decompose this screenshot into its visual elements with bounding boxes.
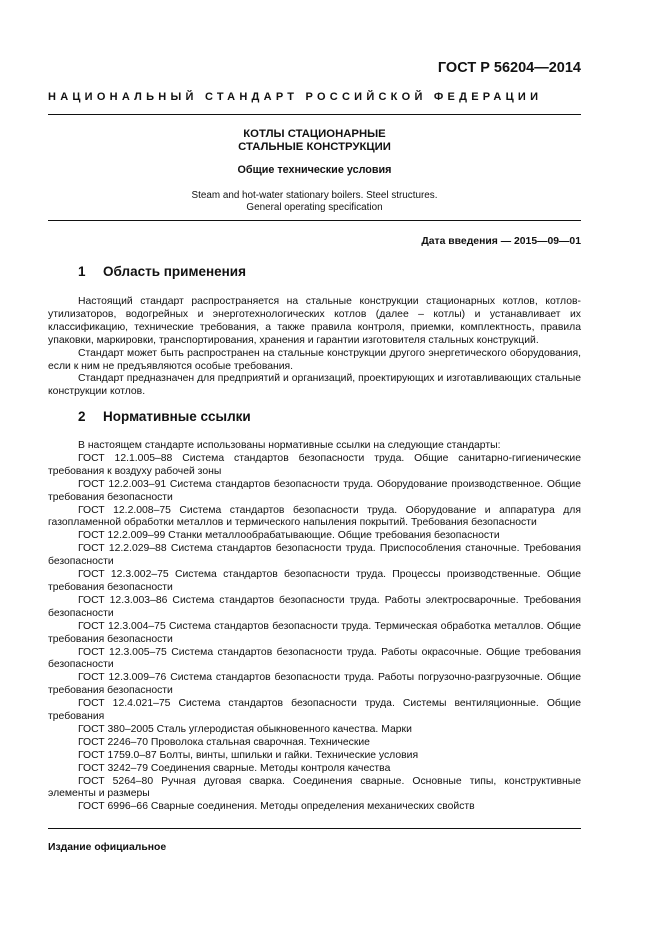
gost-number: ГОСТ Р 56204—2014 [437, 60, 581, 76]
reference-item: ГОСТ 6996–66 Сварные соединения. Методы определения механических свойств [78, 801, 475, 813]
references-intro: В настоящем стандарте использованы нормативные ссылки на следующие стандарты: [78, 440, 501, 451]
document-subtitle: Общие технические условия [237, 164, 392, 176]
section-1-number: 1 [78, 264, 86, 279]
normative-references-list [48, 440, 581, 814]
introduction-date: Дата введения — 2015—09—01 [421, 236, 581, 247]
reference-item: ГОСТ 12.1.005–88 Система стандартов безопасности труда. Общие санитарно-гигиенические требования к воздуху рабочей зоны [48, 452, 581, 477]
reference-item: ГОСТ 12.2.003–91 Система стандартов безопасности труда. Оборудование производственное. Общие требования безопасности [48, 478, 581, 503]
reference-item: ГОСТ 12.4.021–75 Система стандартов безопасности труда. Системы вентиляционные. Общие требования [48, 698, 581, 723]
title-line-1: КОТЛЫ СТАЦИОНАРНЫЕ [243, 128, 386, 140]
reference-item: ГОСТ 2246–70 Проволока стальная сварочная. Технические [78, 736, 370, 748]
reference-item: ГОСТ 12.3.003–86 Система стандартов безопасности труда. Работы электросварочные. Требования безопасности [48, 594, 581, 619]
title-rule [48, 220, 581, 221]
reference-item: ГОСТ 1759.0–87 Болты, винты, шпильки и гайки. Технические условия [78, 749, 419, 761]
title-line-2: СТАЛЬНЫЕ КОНСТРУКЦИИ [238, 141, 391, 153]
reference-item: ГОСТ 12.3.009–76 Система стандартов безопасности труда. Работы погрузочно-разгрузочные. Общие требования безопасности [48, 672, 581, 697]
reference-item: ГОСТ 3242–79 Соединения сварные. Методы контроля качества [78, 762, 391, 774]
title-block [48, 128, 581, 214]
section-1-title: Область применения [103, 264, 246, 279]
section-1-heading [78, 266, 246, 279]
english-title-line-2: General operating specification [246, 201, 383, 213]
section-1-paragraph: Стандарт предназначен для предприятий и организаций, проектирующих и изготавливающих стальные конструкции котлов. [48, 373, 581, 398]
national-standard-heading: НАЦИОНАЛЬНЫЙ СТАНДАРТ РОССИЙСКОЙ ФЕДЕРАЦИИ [48, 91, 543, 103]
reference-item: ГОСТ 12.2.008–75 Система стандартов безопасности труда. Оборудование и аппаратура для газопламенной обработки металлов и термического напыления покрытий. Требования безопасности [48, 504, 581, 529]
english-title-line-1: Steam and hot-water stationary boilers. Steel structures. [191, 189, 438, 201]
reference-item: ГОСТ 380–2005 Сталь углеродистая обыкновенного качества. Марки [78, 723, 412, 735]
section-2-heading [78, 411, 251, 424]
reference-item: ГОСТ 12.3.002–75 Система стандартов безопасности труда. Процессы производственные. Общие требования безопасности [48, 569, 581, 593]
top-rule [48, 114, 581, 115]
section-1-paragraph: Стандарт может быть распространен на стальные конструкции другого энергетического оборудования, если к ним не предъявляются особые требования. [48, 347, 581, 372]
footer-rule [48, 828, 581, 829]
reference-item: ГОСТ 12.2.009–99 Станки металлообрабатывающие. Общие требования безопасности [78, 530, 500, 542]
section-2-number: 2 [78, 409, 86, 424]
section-1-body [48, 296, 581, 399]
reference-item: ГОСТ 12.2.029–88 Система стандартов безопасности труда. Приспособления станочные. Требования безопасности [48, 543, 581, 568]
reference-item: ГОСТ 12.3.004–75 Система стандартов безопасности труда. Термическая обработка металлов. Общие требования безопасности [48, 620, 581, 645]
section-2-title: Нормативные ссылки [103, 409, 251, 424]
section-1-paragraph: Настоящий стандарт распространяется на стальные конструкции стационарных котлов, котлов-утилизаторов, водогрейных и энерготехнологических котлов (далее – котлы) и устанавливает их классификацию, технические требования, а также правила контроля, приемки, комплектность, правила упаковки, маркировки, транспортирования, хранения и гарантии изготовителя стальных конструкций. [48, 296, 581, 346]
reference-item: ГОСТ 5264–80 Ручная дуговая сварка. Соединения сварные. Основные типы, конструктивные элементы и размеры [48, 775, 581, 800]
reference-item: ГОСТ 12.3.005–75 Система стандартов безопасности труда. Работы окрасочные. Общие требования безопасности [48, 646, 581, 671]
official-edition-label: Издание официальное [48, 842, 167, 853]
